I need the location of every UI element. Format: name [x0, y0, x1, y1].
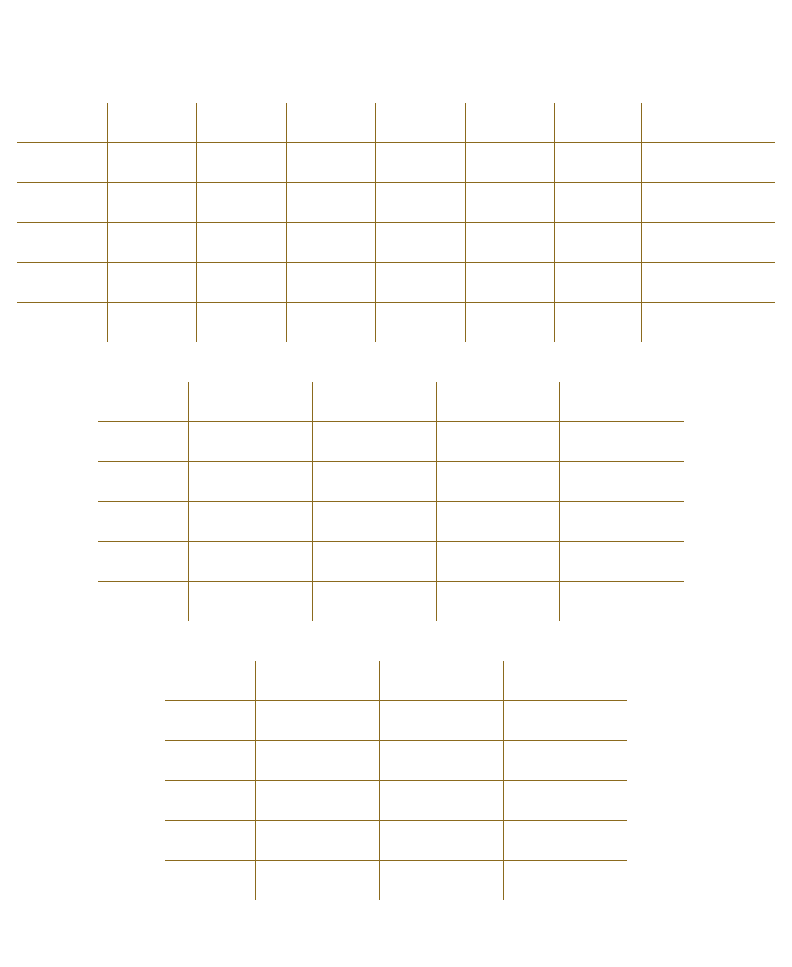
table-cell — [165, 741, 255, 781]
table-cell — [554, 223, 641, 263]
table-cell — [503, 861, 627, 901]
table-cell — [436, 502, 559, 542]
table-cell — [17, 143, 107, 183]
table-cell — [503, 781, 627, 821]
table-cell — [286, 183, 375, 223]
table-cell — [379, 861, 503, 901]
table-cell — [165, 781, 255, 821]
table-row — [17, 303, 775, 343]
table-cell — [641, 183, 775, 223]
table-cell — [98, 422, 188, 462]
table-cell — [641, 103, 775, 143]
table-cell — [17, 223, 107, 263]
table-cell — [98, 542, 188, 582]
table-cell — [641, 143, 775, 183]
table-cell — [436, 462, 559, 502]
table-cell — [286, 103, 375, 143]
table-cell — [255, 861, 379, 901]
table-cell — [312, 422, 436, 462]
table-cell — [107, 183, 196, 223]
table-cell — [379, 781, 503, 821]
table-row — [98, 502, 684, 542]
table-cell — [255, 821, 379, 861]
table-row — [165, 741, 627, 781]
table-cell — [165, 701, 255, 741]
table-cell — [188, 542, 312, 582]
table-cell — [255, 701, 379, 741]
table-cell — [503, 701, 627, 741]
table-cell — [196, 223, 286, 263]
table-cell — [188, 422, 312, 462]
table-cell — [188, 462, 312, 502]
table-row — [165, 861, 627, 901]
table-cell — [107, 143, 196, 183]
table-cell — [641, 263, 775, 303]
table-cell — [312, 502, 436, 542]
table-row — [98, 422, 684, 462]
table-cell — [17, 183, 107, 223]
table-cell — [465, 263, 554, 303]
table-row — [98, 542, 684, 582]
table-cell — [107, 303, 196, 343]
table-row — [17, 103, 775, 143]
table-row — [165, 661, 627, 701]
table-cell — [286, 223, 375, 263]
table-cell — [107, 103, 196, 143]
table-cell — [559, 542, 684, 582]
table-row — [165, 821, 627, 861]
table-cell — [375, 223, 465, 263]
table-cell — [465, 143, 554, 183]
table-cell — [559, 502, 684, 542]
table-cell — [559, 582, 684, 622]
table-cell — [436, 422, 559, 462]
table-row — [17, 263, 775, 303]
ruled-table-8-columns — [17, 103, 775, 342]
table-row — [17, 143, 775, 183]
table-cell — [375, 303, 465, 343]
table-cell — [196, 263, 286, 303]
ruled-table-5-columns — [98, 382, 684, 621]
table-cell — [436, 542, 559, 582]
table-cell — [188, 502, 312, 542]
table-body — [165, 661, 627, 900]
table-cell — [375, 183, 465, 223]
table-cell — [554, 263, 641, 303]
table-cell — [98, 462, 188, 502]
table-cell — [196, 183, 286, 223]
table-row — [165, 781, 627, 821]
table-cell — [503, 661, 627, 701]
table-cell — [98, 382, 188, 422]
table-row — [165, 701, 627, 741]
table-cell — [165, 661, 255, 701]
table-cell — [107, 223, 196, 263]
table-cell — [312, 582, 436, 622]
table-cell — [559, 462, 684, 502]
table-cell — [465, 223, 554, 263]
table-row — [17, 223, 775, 263]
table-cell — [196, 303, 286, 343]
table-body — [17, 103, 775, 342]
table-cell — [312, 382, 436, 422]
table-cell — [98, 502, 188, 542]
table-row — [17, 183, 775, 223]
table-cell — [286, 263, 375, 303]
table-cell — [559, 382, 684, 422]
table-cell — [165, 821, 255, 861]
table-cell — [559, 422, 684, 462]
table-cell — [379, 821, 503, 861]
table-cell — [188, 382, 312, 422]
table-cell — [641, 223, 775, 263]
table-cell — [375, 103, 465, 143]
table-cell — [379, 741, 503, 781]
table-cell — [17, 103, 107, 143]
table-cell — [17, 263, 107, 303]
table-cell — [165, 861, 255, 901]
table-cell — [436, 582, 559, 622]
table-cell — [255, 661, 379, 701]
table-cell — [554, 183, 641, 223]
table-cell — [554, 103, 641, 143]
table-cell — [554, 143, 641, 183]
table-row — [98, 582, 684, 622]
table-cell — [188, 582, 312, 622]
table-cell — [196, 143, 286, 183]
table-cell — [375, 143, 465, 183]
table-cell — [465, 303, 554, 343]
ruled-table-4-columns — [165, 661, 627, 900]
table-cell — [312, 542, 436, 582]
table-cell — [379, 701, 503, 741]
table-cell — [503, 821, 627, 861]
table-cell — [255, 741, 379, 781]
table-cell — [554, 303, 641, 343]
table-cell — [641, 303, 775, 343]
table-cell — [436, 382, 559, 422]
table-cell — [196, 103, 286, 143]
table-body — [98, 382, 684, 621]
table-cell — [255, 781, 379, 821]
table-cell — [503, 741, 627, 781]
table-cell — [17, 303, 107, 343]
table-cell — [286, 303, 375, 343]
table-row — [98, 382, 684, 422]
table-cell — [286, 143, 375, 183]
table-cell — [465, 103, 554, 143]
table-cell — [465, 183, 554, 223]
table-cell — [98, 582, 188, 622]
table-row — [98, 462, 684, 502]
table-cell — [379, 661, 503, 701]
table-cell — [107, 263, 196, 303]
table-cell — [312, 462, 436, 502]
table-cell — [375, 263, 465, 303]
